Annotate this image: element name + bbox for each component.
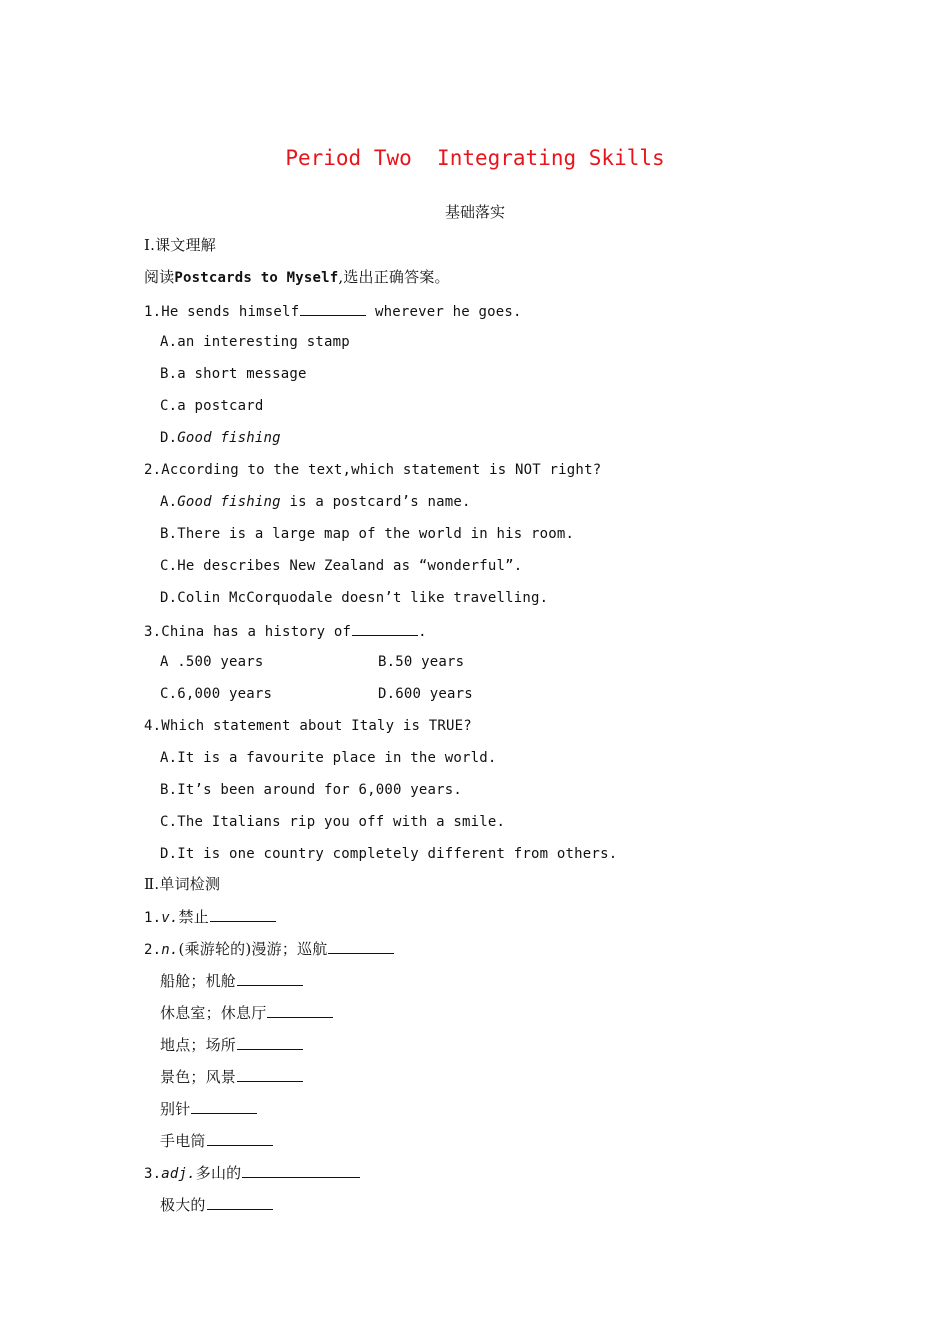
vocab-subitem: 休息室；休息厅 [160,1001,333,1025]
question-2-option-b: B.There is a large map of the world in his room. [160,526,575,542]
question-2-option-c: C.He describes New Zealand as “wonderful”. [160,558,523,574]
question-1-option-a: A.an interesting stamp [160,334,350,350]
section-subtitle: 基础落实 [444,203,505,221]
vocab-item-2: 2.n.(乘游轮的)漫游；巡航 [144,937,394,961]
question-4-option-d: D.It is one country completely different from others. [160,846,618,862]
question-3-option-d: D.600 years [378,686,473,702]
question-2-option-d: D.Colin McCorquodale doesn’t like travelling. [160,590,549,606]
section-1-instruction: 阅读Postcards to Myself,选出正确答案。 [144,268,450,286]
answer-blank[interactable] [328,937,394,954]
answer-blank[interactable] [237,1033,303,1050]
answer-blank[interactable] [207,1193,273,1210]
vocab-subitem: 地点；场所 [160,1033,303,1057]
vocab-subitem: 极大的 [160,1193,273,1217]
answer-blank[interactable] [352,619,418,636]
question-1-stem: 1.He sends himself wherever he goes. [144,299,522,323]
answer-blank[interactable] [237,1065,303,1082]
answer-blank[interactable] [191,1097,257,1114]
reading-title: Postcards to Myself [174,270,339,286]
vocab-subitem: 景色；风景 [160,1065,303,1089]
question-2-option-a: A.Good fishing is a postcard’s name. [160,494,471,510]
question-3-option-b: B.50 years [378,654,465,670]
answer-blank[interactable] [210,905,276,922]
question-2-stem: 2.According to the text,which statement is NOT right? [144,462,602,478]
question-4-option-a: A.It is a favourite place in the world. [160,750,497,766]
section-1-heading: Ⅰ.课文理解 [144,236,216,254]
question-1-option-d: D.Good fishing [160,430,281,446]
question-4-option-c: C.The Italians rip you off with a smile. [160,814,506,830]
vocab-subitem: 船舱；机舱 [160,969,303,993]
vocab-item-3: 3.adj.多山的 [144,1161,360,1185]
vocab-subitem: 手电筒 [160,1129,273,1153]
question-1-option-c: C.a postcard [160,398,264,414]
question-3-options-row-1 [160,651,620,673]
answer-blank[interactable] [242,1161,360,1178]
question-3-options-row-2 [160,683,620,705]
vocab-subitem: 别针 [160,1097,257,1121]
question-3-option-a: A .500 years [160,654,264,670]
question-4-stem: 4.Which statement about Italy is TRUE? [144,718,472,734]
question-3-stem: 3.China has a history of . [144,619,427,643]
answer-blank[interactable] [267,1001,333,1018]
answer-blank[interactable] [300,299,366,316]
question-4-option-b: B.It’s been around for 6,000 years. [160,782,463,798]
vocab-item-1: 1.v.禁止 [144,905,276,929]
section-2-heading: Ⅱ.单词检测 [144,875,221,893]
question-3-option-c: C.6,000 years [160,686,273,702]
page-title: Period Two Integrating Skills [285,146,665,170]
question-1-option-b: B.a short message [160,366,307,382]
answer-blank[interactable] [207,1129,273,1146]
answer-blank[interactable] [237,969,303,986]
